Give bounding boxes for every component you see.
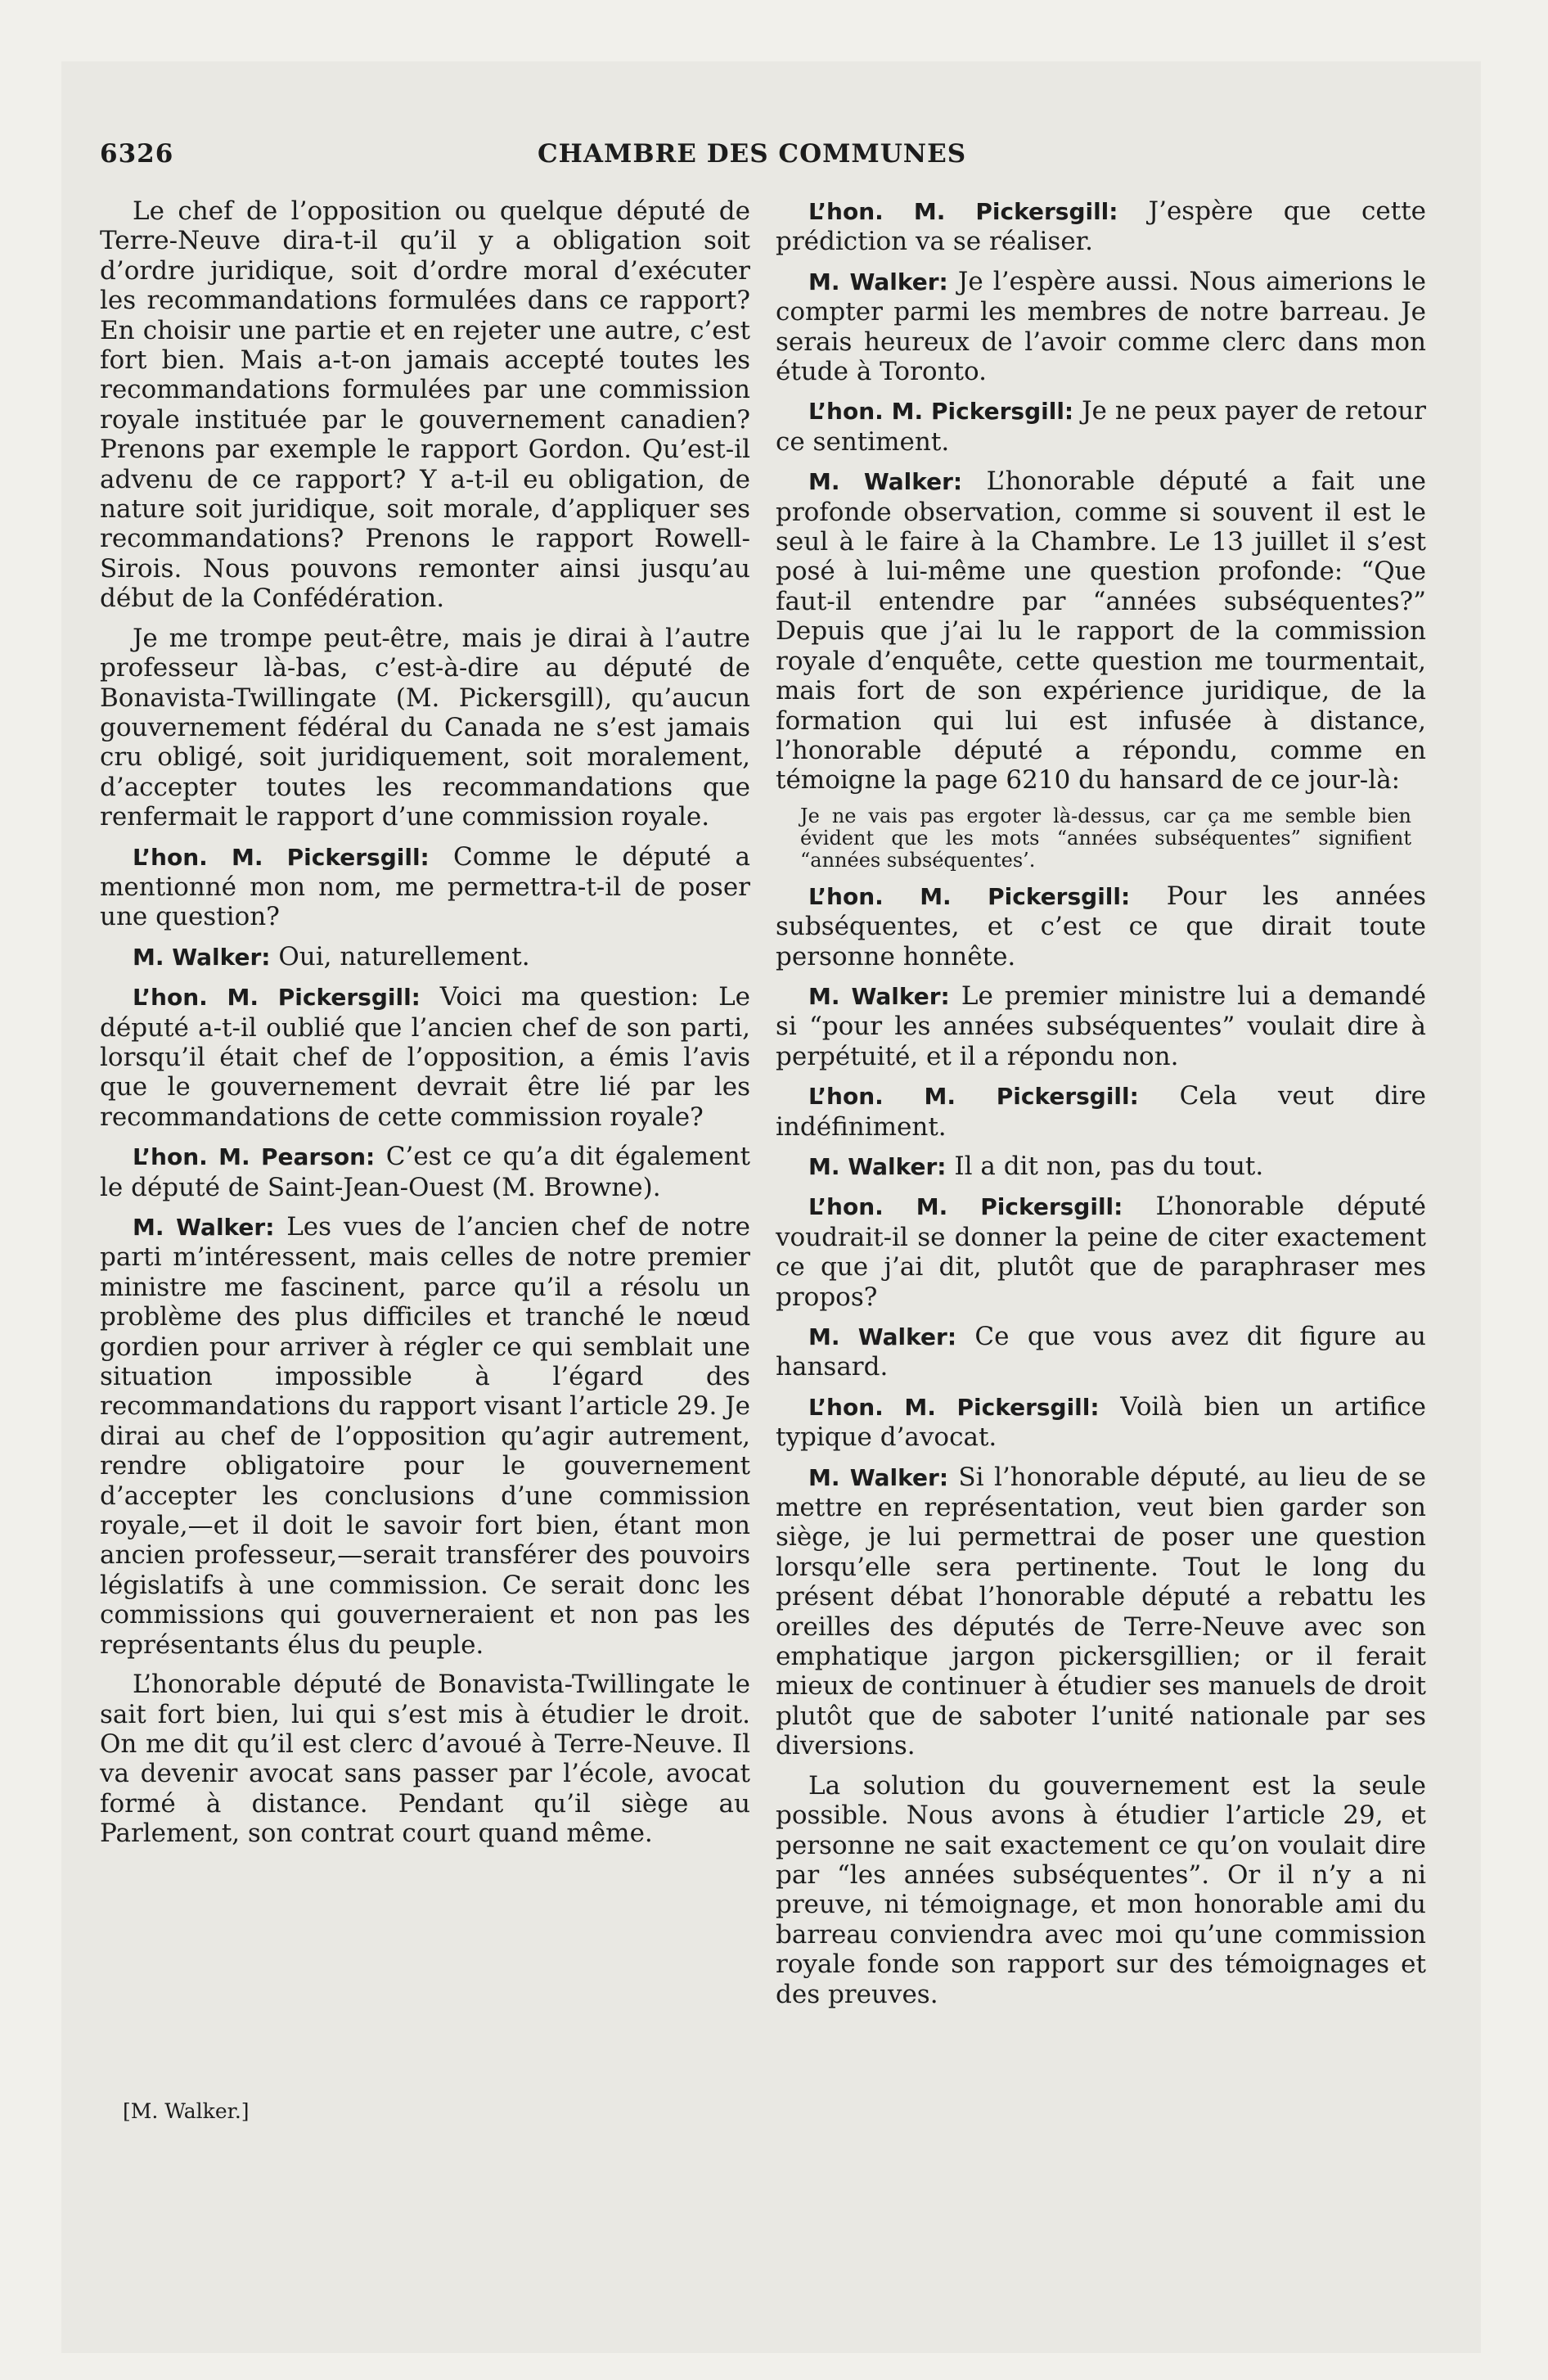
speech-paragraph bbox=[100, 982, 750, 1132]
speech-paragraph bbox=[776, 196, 1426, 257]
paragraph: Le chef de l’opposition ou quelque député de Terre-Neuve dira-t-il qu’il y a obligation soit d’ordre juridique, soit d’ordre moral d’exécuter les recommandations formulées dans ce rapport? En choisir une partie et en rejeter une autre, c’est fort bien. Mais a-t-on jamais accepté toutes les recommandations formulées par une commission royale instituée par le gouvernement canadien? Prenons par exemple le rapport Gordon. Qu’est-il advenu de ce rapport? Y a-t-il eu obligation, de nature soit juridique, soit morale, d’appliquer ses recommandations? Prenons le rapport Rowell-Sirois. Nous pouvons remonter ainsi jusqu’au début de la Confédération. bbox=[100, 196, 750, 614]
left-column bbox=[100, 196, 750, 1859]
speech-paragraph bbox=[776, 396, 1426, 457]
speaker-name: M. Walker: bbox=[133, 943, 271, 971]
speech-text: C’est ce qu’a dit également le député de Saint-Jean-Ouest (M. Browne). bbox=[100, 1142, 750, 1202]
speech-text: L’honorable député voudrait-il se donner la peine de citer exactement ce que j’ai dit, plutôt que de paraphraser mes propos? bbox=[776, 1192, 1427, 1312]
speech-paragraph bbox=[100, 1212, 750, 1660]
page-number: 6326 bbox=[100, 139, 174, 169]
speech-text: Les vues de l’ancien chef de notre parti m’intéressent, mais celles de notre premier ministre me fascinent, parce qu’il a résolu un problème des plus difficiles et tranché le nœud gordien pour arriver à régler ce qui semblait une situation impossible à l’égard des recommandations du rapport visant l’article 29. Je dirai au chef de l’opposition qu’agir autrement, rendre obligatoire pour le gouvernement d’accepter les conclusions d’une commission royale,—et il doit le savoir fort bien, étant mon ancien professeur,—serait transférer des pouvoirs législatifs à une commission. Ce serait donc les commissions qui gouverneraient et non pas les représentants élus du peuple. bbox=[100, 1212, 751, 1660]
speech-text: J’espère que cette prédiction va se réaliser. bbox=[776, 196, 1426, 257]
speech-paragraph bbox=[776, 1322, 1426, 1382]
speech-paragraph bbox=[776, 981, 1426, 1071]
hansard-quote: Je ne vais pas ergoter là-dessus, car ça me semble bien évident que les mots “années subséquentes” signifient “années subséquentes’. bbox=[800, 804, 1411, 872]
speech-text: L’honorable député a fait une profonde observation, comme si souvent il est le seul à le faire à la Chambre. Le 13 juillet il s’est posé à lui-même une question profonde: “Que faut-il entendre par “années subséquentes?” Depuis que j’ai lu le rapport de la commission royale d’enquête, cette question me tourmentait, mais fort de son expérience juridique, de la formation qui lui est infusée à distance, l’honorable député a répondu, comme en témoigne la page 6210 du hansard de ce jour-là: bbox=[776, 467, 1426, 796]
running-head: CHAMBRE DES COMMUNES bbox=[538, 139, 967, 169]
speaker-name: L’hon. M. Pickersgill: bbox=[808, 1193, 1123, 1221]
speaker-name: M. Walker: bbox=[133, 1214, 275, 1241]
paragraph: La solution du gouvernement est la seule possible. Nous avons à étudier l’article 29, et personne ne sait exactement ce qu’on voulait dire par “les années subséquentes”. Or il n’y a ni preuve, ni témoignage, et mon honorable ami du barreau conviendra avec moi qu’une commission royale fonde son rapport sur des témoignages et des preuves. bbox=[776, 1770, 1426, 2009]
paragraph: Je me trompe peut-être, mais je dirai à l’autre professeur là-bas, c’est-à-dire au député de Bonavista-Twillingate (M. Pickersgill), qu’aucun gouvernement fédéral du Canada ne s’est jamais cru obligé, soit juridiquement, soit moralement, d’accepter toutes les recommandations que renfermait le rapport d’une commission royale. bbox=[100, 623, 750, 832]
speech-paragraph bbox=[776, 1152, 1426, 1182]
speaker-name: L’hon. M. Pearson: bbox=[133, 1143, 376, 1171]
speech-text: Pour les années subséquentes, et c’est ce que dirait toute personne honnête. bbox=[776, 881, 1427, 971]
speech-text: Comme le député a mentionné mon nom, me permettra-t-il de poser une question? bbox=[100, 841, 750, 932]
speech-text: Cela veut dire indéfiniment. bbox=[776, 1081, 1427, 1142]
speaker-name: M. Walker: bbox=[808, 468, 963, 496]
speaker-name: M. Walker: bbox=[808, 1323, 957, 1350]
speaker-name: L’hon. M. Pickersgill: bbox=[808, 882, 1131, 910]
speaker-name: L’hon. M. Pickersgill: bbox=[133, 984, 421, 1012]
speech-text: Voilà bien un artifice typique d’avocat. bbox=[776, 1391, 1427, 1453]
right-column bbox=[776, 196, 1426, 2019]
speech-paragraph bbox=[776, 1081, 1426, 1142]
speech-paragraph bbox=[776, 1463, 1426, 1761]
speaker-name: L’hon. M. Pickersgill: bbox=[808, 1393, 1100, 1421]
speech-paragraph bbox=[776, 881, 1426, 971]
speech-text: Ce que vous avez dit figure au hansard. bbox=[776, 1322, 1426, 1382]
speaker-name: L’hon. M. Pickersgill: bbox=[808, 1083, 1139, 1111]
speech-paragraph bbox=[776, 267, 1426, 387]
speaker-name: M. Walker: bbox=[808, 1152, 947, 1180]
page-header bbox=[100, 139, 1417, 172]
speech-paragraph bbox=[100, 842, 750, 932]
speaker-name: L’hon. M. Pickersgill: bbox=[133, 843, 430, 871]
speaker-name: M. Walker: bbox=[808, 982, 950, 1010]
speech-paragraph bbox=[100, 1142, 750, 1202]
speech-text: Si l’honorable député, au lieu de se mettre en représentation, veut bien garder son siège, je lui permettrai de poser une question lorsqu’elle sera pertinente. Tout le long du présent débat l’honorable député a rebattu les oreilles des députés de Terre-Neuve avec son emphatique jargon pickersgillien; or il ferait mieux de continuer à étudier ses manuels de droit plutôt que de saboter l’unité nationale par ses diversions. bbox=[776, 1462, 1426, 1761]
speaker-signature: [M. Walker.] bbox=[123, 2099, 250, 2123]
speech-text: Le premier ministre lui a demandé si “pour les années subséquentes” voulait dire à perpétuité, et il a répondu non. bbox=[776, 980, 1427, 1071]
speech-text: Il a dit non, pas du tout. bbox=[954, 1151, 1264, 1181]
speaker-name: M. Walker: bbox=[808, 1463, 949, 1491]
speech-text: Oui, naturellement. bbox=[278, 941, 530, 971]
speech-paragraph bbox=[776, 1392, 1426, 1453]
speech-paragraph bbox=[100, 942, 750, 972]
speech-text: Je l’espère aussi. Nous aimerions le compter parmi les membres de notre barreau. Je serais heureux de l’avoir comme clerc dans mon étude à Toronto. bbox=[776, 266, 1426, 387]
speech-paragraph bbox=[776, 467, 1426, 795]
speaker-name: L’hon. M. Pickersgill: bbox=[808, 398, 1074, 426]
speaker-name: L’hon. M. Pickersgill: bbox=[808, 198, 1118, 225]
speech-text: Voici ma question: Le député a-t-il oublié que l’ancien chef de son parti, lorsqu’il était chef de l’opposition, a émis l’avis que le gouvernement devrait être lié par les recommandations de cette commission royale? bbox=[100, 982, 750, 1132]
speaker-name: M. Walker: bbox=[808, 268, 948, 295]
speech-paragraph bbox=[776, 1192, 1426, 1312]
speech-text: Je ne peux payer de retour ce sentiment. bbox=[776, 396, 1426, 457]
paragraph: L’honorable député de Bonavista-Twillingate le sait fort bien, lui qui s’est mis à étudier le droit. On me dit qu’il est clerc d’avoué à Terre-Neuve. Il va devenir avocat sans passer par l’école, avocat formé à distance. Pendant qu’il siège au Parlement, son contrat court quand même. bbox=[100, 1670, 750, 1849]
